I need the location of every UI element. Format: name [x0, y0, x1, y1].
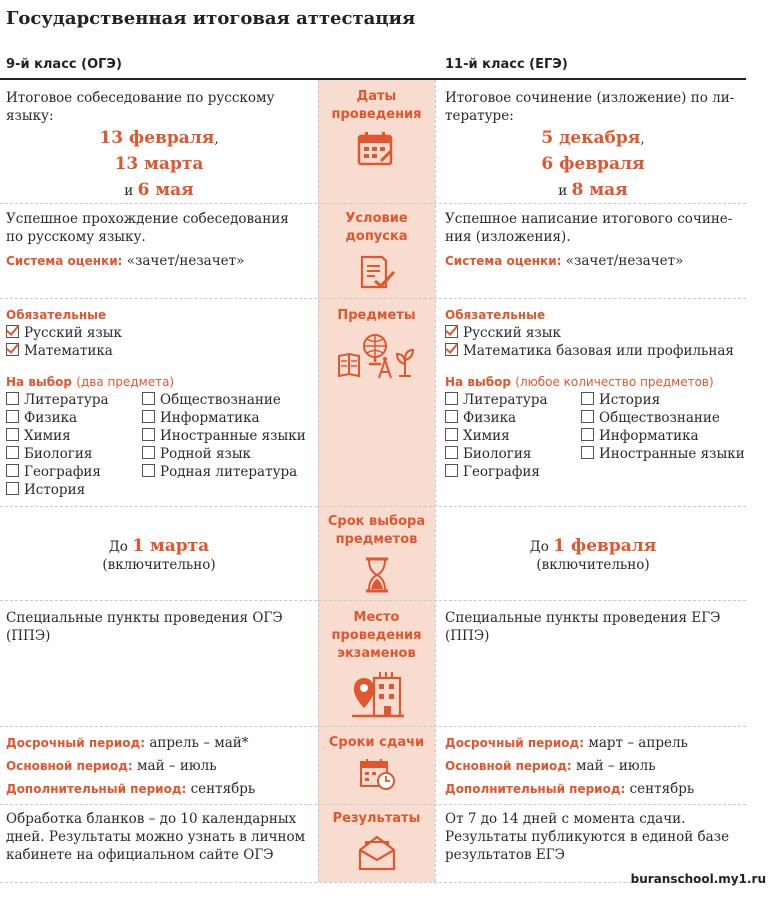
- checkbox-icon: [445, 446, 458, 459]
- row-divider: [0, 726, 746, 727]
- checkbox-icon: [581, 428, 594, 441]
- elective-item: Химия: [6, 427, 71, 445]
- checked-box-icon: [6, 325, 19, 338]
- period-main-9: Основной период: май – июль: [6, 758, 217, 774]
- checked-box-icon: [445, 343, 458, 356]
- page-title: Государственная итоговая аттестация: [6, 8, 416, 29]
- checkbox-icon: [445, 464, 458, 477]
- elective-item: Химия: [445, 427, 510, 445]
- row-label-line: проведения: [331, 628, 422, 643]
- dates-text-11: Итоговое сочинение (изложение) по ли- тературе:: [445, 90, 735, 124]
- elective-item: География: [6, 463, 101, 481]
- elective-item: Физика: [445, 409, 516, 427]
- checkbox-icon: [142, 410, 155, 423]
- period-early-11: Досрочный период: март – апрель: [445, 735, 688, 751]
- period-main-11: Основной период: май – июль: [445, 758, 656, 774]
- required-label-9: Обязательные: [6, 308, 107, 322]
- place-text-9: Специальные пункты проведения ОГЭ (ППЭ): [6, 610, 283, 644]
- row-label-dates: [318, 88, 435, 124]
- checkbox-icon: [142, 428, 155, 441]
- row-label-line: Сроки сдачи: [328, 735, 425, 750]
- grading-11: Система оценки: «зачет/незачет»: [445, 253, 684, 269]
- elective-item: Родной язык: [142, 445, 251, 463]
- required-item: Математика: [6, 342, 113, 360]
- row-label-line: проведения: [331, 107, 422, 122]
- elective-item: Литература: [445, 391, 548, 409]
- row-label-line: Предметы: [337, 308, 416, 323]
- row-label-line: Даты: [356, 89, 397, 104]
- checked-box-icon: [6, 343, 19, 356]
- checkbox-icon: [6, 464, 19, 477]
- required-item: Математика базовая или профильная: [445, 342, 734, 360]
- checkbox-icon: [6, 392, 19, 405]
- row-label-line: экзаменов: [337, 646, 416, 661]
- elective-item: Литература: [6, 391, 109, 409]
- row-label-admission: [318, 210, 435, 246]
- checkbox-icon: [445, 428, 458, 441]
- subjects-icon: [335, 332, 419, 384]
- elective-item: Биология: [445, 445, 531, 463]
- row-label-line: Условие: [345, 211, 408, 226]
- elective-item: История: [581, 391, 660, 409]
- checkbox-icon: [445, 392, 458, 405]
- divider: [435, 80, 436, 882]
- row-divider: [0, 506, 746, 507]
- row-label-place: [318, 609, 435, 663]
- dates-text-9: Итоговое собеседование по русскому языку:: [6, 90, 275, 124]
- checkbox-icon: [6, 428, 19, 441]
- row-label-periods: [318, 734, 435, 752]
- envelope-icon: [358, 834, 396, 872]
- elective-item: История: [6, 481, 85, 499]
- row-label-line: предметов: [335, 532, 418, 547]
- watermark: buranschool.my1.ru: [630, 872, 766, 886]
- row-label-line: Срок выбора: [327, 514, 426, 529]
- checkbox-icon: [6, 482, 19, 495]
- checked-box-icon: [445, 325, 458, 338]
- checkbox-icon: [581, 446, 594, 459]
- elective-item: Обществознание: [142, 391, 281, 409]
- checkbox-icon: [142, 392, 155, 405]
- checkbox-icon: [445, 410, 458, 423]
- place-text-11: Специальные пункты проведения ЕГЭ (ППЭ): [445, 610, 721, 644]
- hourglass-icon: [364, 557, 390, 593]
- checkbox-icon: [142, 464, 155, 477]
- grading-9: Система оценки: «зачет/незачет»: [6, 253, 245, 269]
- required-item: Русский язык: [445, 324, 561, 342]
- row-divider: [0, 804, 746, 805]
- checkbox-icon: [142, 446, 155, 459]
- admission-text-11: Успешное написание итогового сочине- ния (изложения).: [445, 211, 733, 245]
- checkbox-icon: [6, 446, 19, 459]
- divider: [318, 80, 319, 882]
- deadline-11: До 1 февраля (включительно): [529, 536, 657, 573]
- period-extra-11: Дополнительный период: сентябрь: [445, 781, 695, 797]
- column-header-9: 9-й класс (ОГЭ): [6, 57, 122, 72]
- elective-item: Обществознание: [581, 409, 720, 427]
- admission-text-9: Успешное прохождение собеседования по русскому языку.: [6, 211, 289, 245]
- row-divider: [0, 600, 746, 601]
- row-label-line: допуска: [345, 229, 408, 244]
- elective-item: Родная литература: [142, 463, 297, 481]
- checkbox-icon: [581, 392, 594, 405]
- calendar-icon: [357, 131, 395, 167]
- dates-list-11: 5 декабря, 6 февраля и 8 мая: [541, 128, 645, 200]
- period-extra-9: Дополнительный период: сентябрь: [6, 781, 256, 797]
- required-label-11: Обязательные: [445, 308, 546, 322]
- row-divider: [0, 298, 746, 299]
- elective-label-9: На выбор (два предмета): [6, 375, 175, 389]
- document-check-icon: [358, 255, 396, 291]
- elective-item: Иностранные языки: [581, 445, 745, 463]
- location-building-icon: [350, 670, 406, 718]
- elective-item: Информатика: [581, 427, 699, 445]
- elective-label-11: На выбор (любое количество предметов): [445, 375, 714, 389]
- results-text-9: Обработка бланков – до 10 календарных дней. Результаты можно узнать в личном кабинете на официальном сайте ОГЭ: [6, 811, 306, 863]
- elective-item: Информатика: [142, 409, 260, 427]
- period-early-9: Досрочный период: апрель – май*: [6, 735, 249, 751]
- row-label-deadline: [318, 513, 435, 549]
- elective-item: Физика: [6, 409, 77, 427]
- checkbox-icon: [6, 410, 19, 423]
- row-label-line: Результаты: [332, 811, 421, 826]
- deadline-9: До 1 марта (включительно): [102, 536, 216, 573]
- dates-list-9: 13 февраля, 13 марта и 6 мая: [99, 128, 219, 200]
- row-label-results: [318, 810, 435, 828]
- elective-item: Иностранные языки: [142, 427, 306, 445]
- row-label-line: Место: [353, 610, 400, 625]
- checkbox-icon: [581, 410, 594, 423]
- row-label-subjects: [318, 307, 435, 325]
- required-item: Русский язык: [6, 324, 122, 342]
- elective-item: География: [445, 463, 540, 481]
- elective-item: Биология: [6, 445, 92, 463]
- results-text-11: От 7 до 14 дней с момента сдачи. Результаты публикуются в единой базе результатов ЕГЭ: [445, 811, 730, 863]
- calendar-clock-icon: [359, 758, 397, 792]
- column-header-11: 11-й класс (ЕГЭ): [445, 57, 568, 72]
